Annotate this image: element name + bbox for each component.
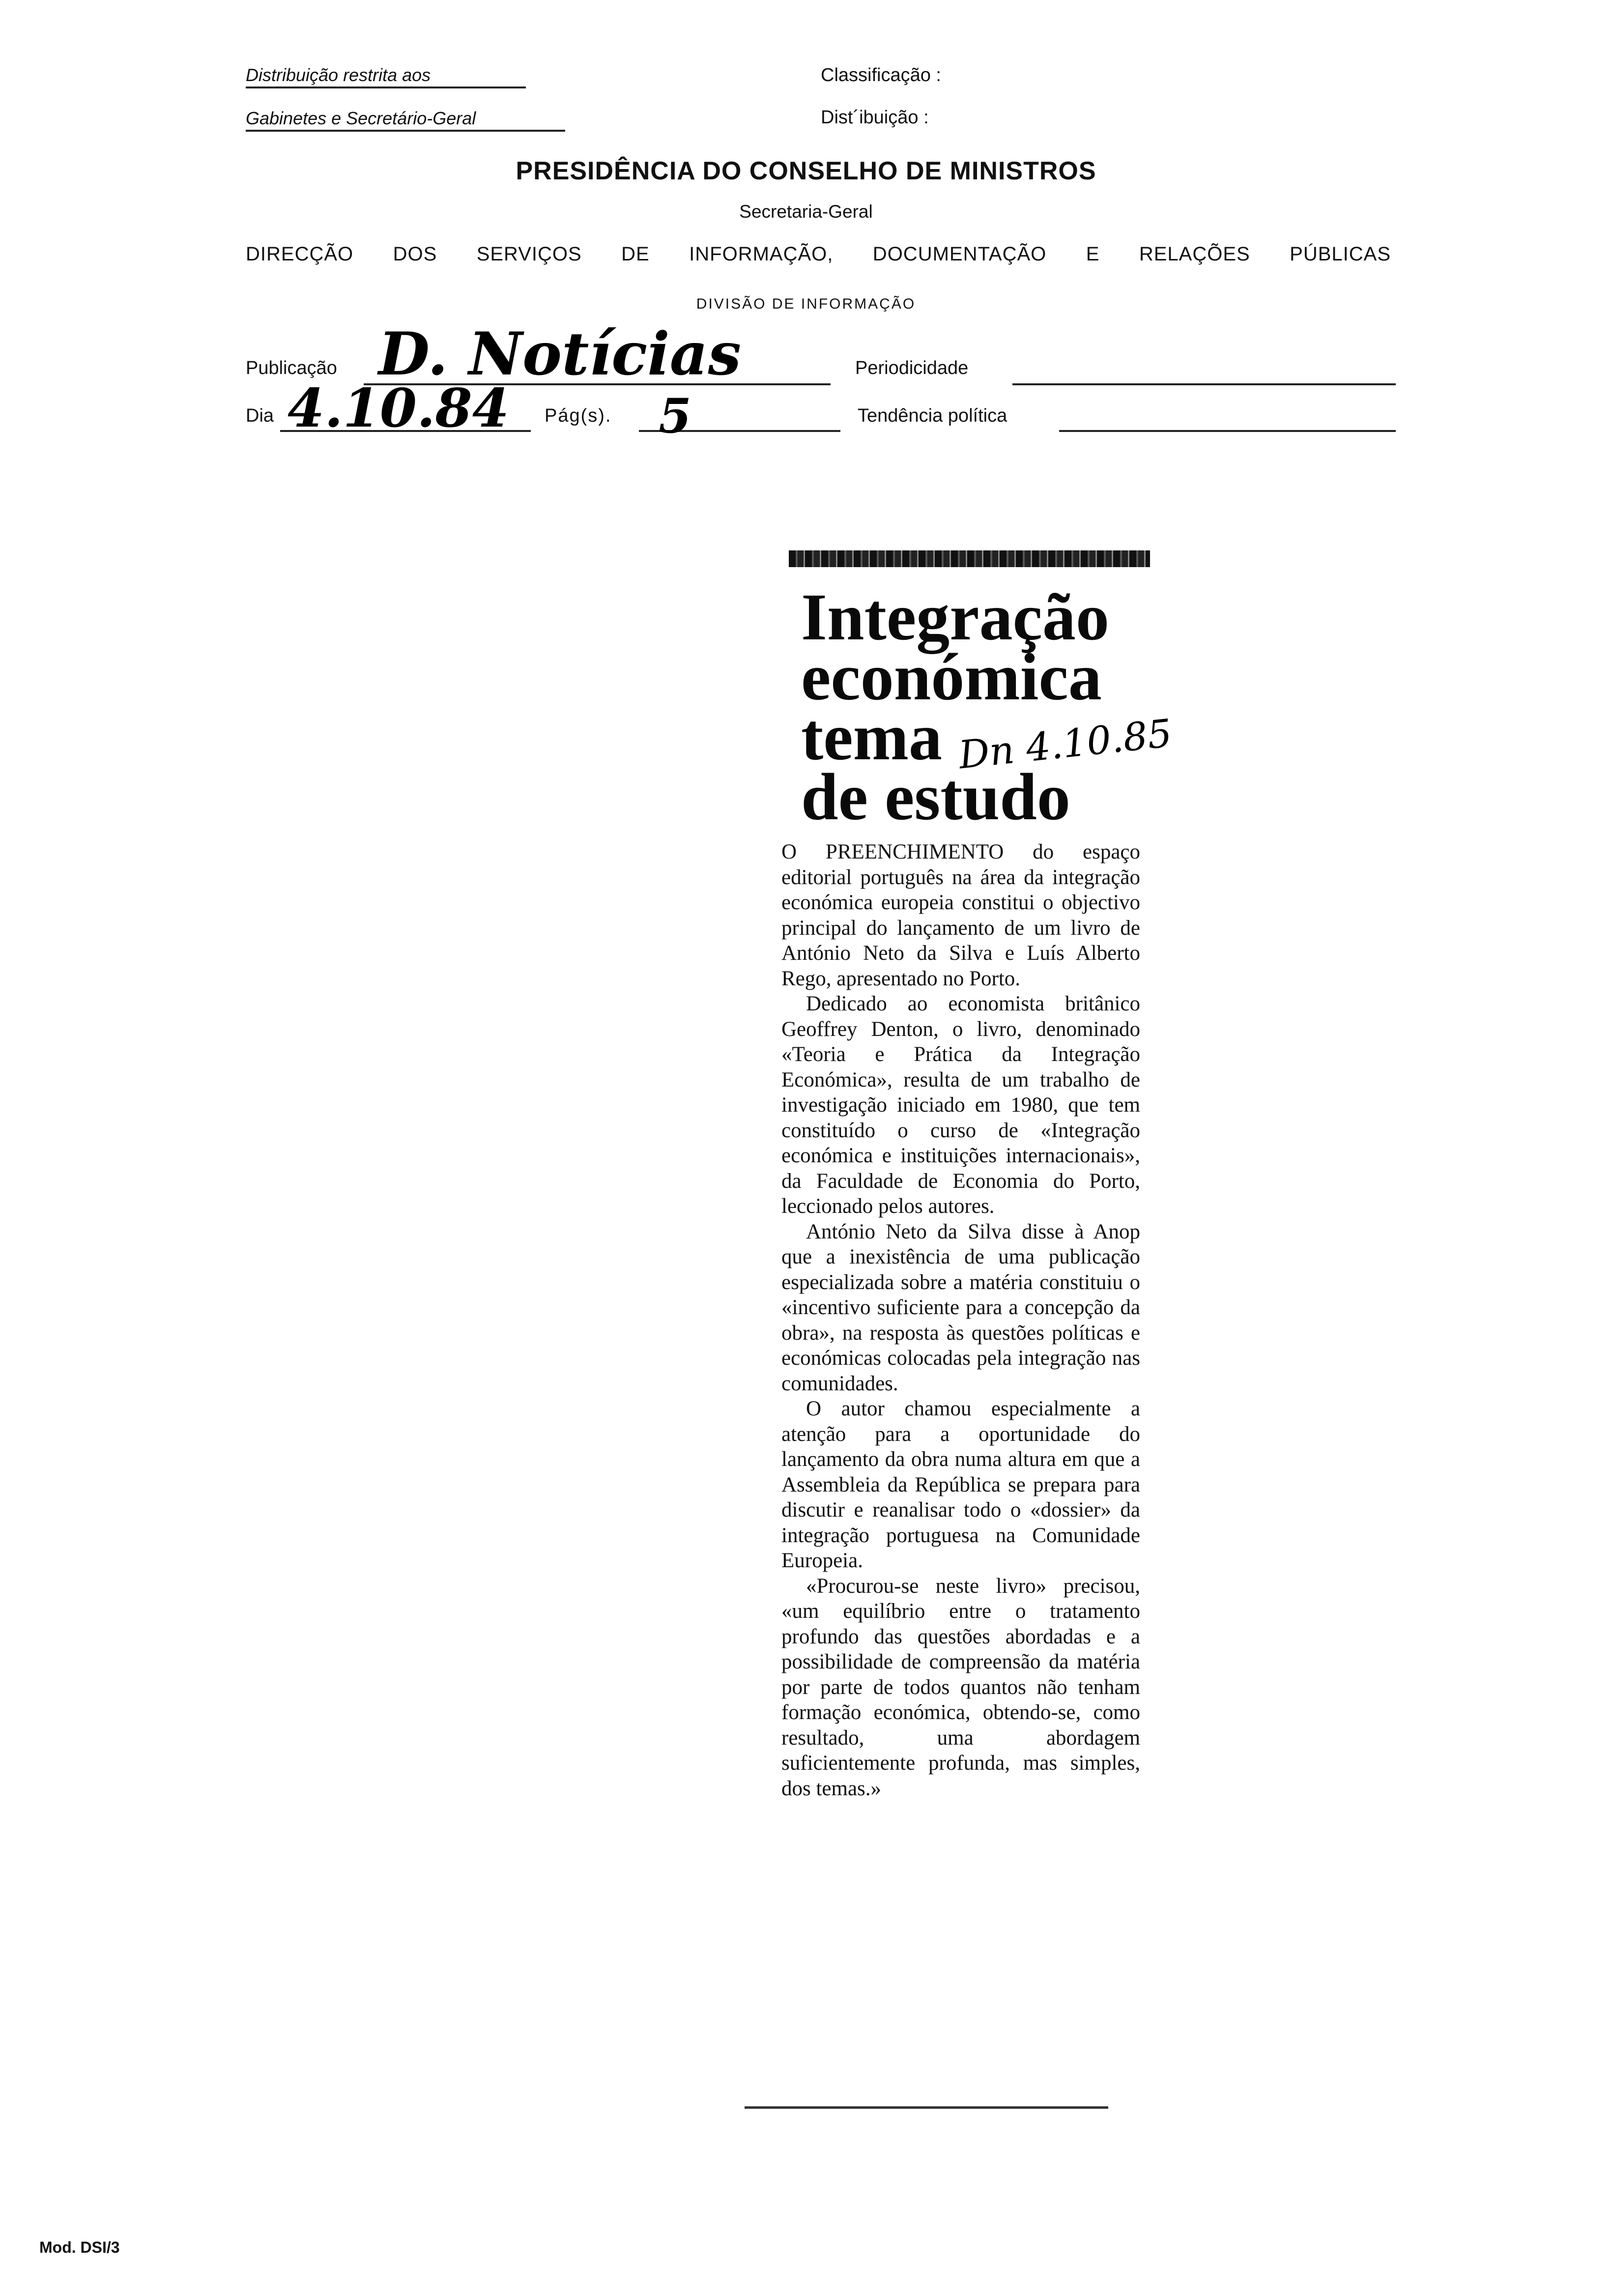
article-paragraph-1: O PREENCHIMENTO do espaço editorial português na área da integração económica europeia constitui o objectivo principal do lançamento de um livro de António Neto da Silva e Luís Alberto Rego, apresentado no Porto.	[781, 840, 1140, 990]
division-line: DIVISÃO DE INFORMAÇÃO	[696, 296, 916, 312]
article-body	[781, 839, 1140, 1801]
political-tendency-label: Tendência política	[858, 405, 1008, 426]
article-headline	[801, 580, 1155, 834]
pages-label: Pág(s).	[545, 405, 612, 426]
headline-line-1: Integração	[801, 580, 1109, 654]
article-paragraph-4: O autor chamou especialmente a atenção para a oportunidade do lançamento da obra numa altura em que a Assembleia da República se prepara para discutir e reanalisar todo o «dossier» da integração portuguesa na Comunidade Europeia.	[781, 1397, 1140, 1572]
distribution-line-1: Distribuição restrita aos	[246, 65, 526, 88]
article-paragraph-2: Dedicado ao economista britânico Geoffrey Denton, o livro, denominado «Teoria e Prática da Integração Económica», resulta de um trabalho de investigação iniciado em 1980, que tem constituído o curso de «Integração económica e instituições internacionais», da Faculdade de Economia do Porto, leccionado pelos autores.	[781, 992, 1140, 1218]
distribution-line-2: Gabinetes e Secretário-Geral	[246, 108, 565, 132]
day-label: Dia	[246, 405, 274, 426]
directorate-line: DIRECÇÃO DOS SERVIÇOS DE INFORMAÇÃO, DOCUMENTAÇÃO E RELAÇÕES PÚBLICAS	[246, 243, 1391, 265]
periodicity-underline	[1012, 383, 1396, 385]
institution-subtitle: Secretaria-Geral	[739, 201, 873, 222]
clipping-bottom-rule	[745, 2106, 1108, 2109]
headline-line-4: de estudo	[801, 760, 1070, 834]
distribution-label: Dist´ibuição :	[821, 107, 929, 128]
classification-label: Classificação :	[821, 65, 941, 86]
periodicity-label: Periodicidade	[855, 358, 969, 378]
day-value: 4.10.84	[288, 377, 509, 439]
headline-line-2: económica	[801, 640, 1102, 714]
clipping-header-band	[789, 550, 1150, 567]
pages-value: 5	[659, 388, 691, 444]
form-code: Mod. DSI/3	[39, 2239, 120, 2256]
headline-line-3: tema	[801, 700, 942, 774]
publication-value: D. Notícias	[378, 319, 742, 389]
political-tendency-underline	[1059, 430, 1396, 432]
article-paragraph-5: «Procurou-se neste livro» precisou, «um equilíbrio entre o tratamento profundo das questões abordadas e a possibilidade de compreensão da matéria por parte de todos quantos não tenham formação económica, obtendo-se, como resultado, uma abordagem suficientemente profunda, mas simples, dos temas.»	[781, 1574, 1140, 1800]
handwritten-annotation: Dn 4.10.85	[956, 711, 1174, 778]
article-paragraph-3: António Neto da Silva disse à Anop que a inexistência de uma publicação especializada sobre a matéria constituiu o «incentivo suficiente para a concepção da obra», na resposta às questões políticas e económicas colocadas pela integração nas comunidades.	[781, 1220, 1140, 1395]
publication-label: Publicação	[246, 358, 337, 378]
institution-title: PRESIDÊNCIA DO CONSELHO DE MINISTROS	[516, 157, 1096, 185]
